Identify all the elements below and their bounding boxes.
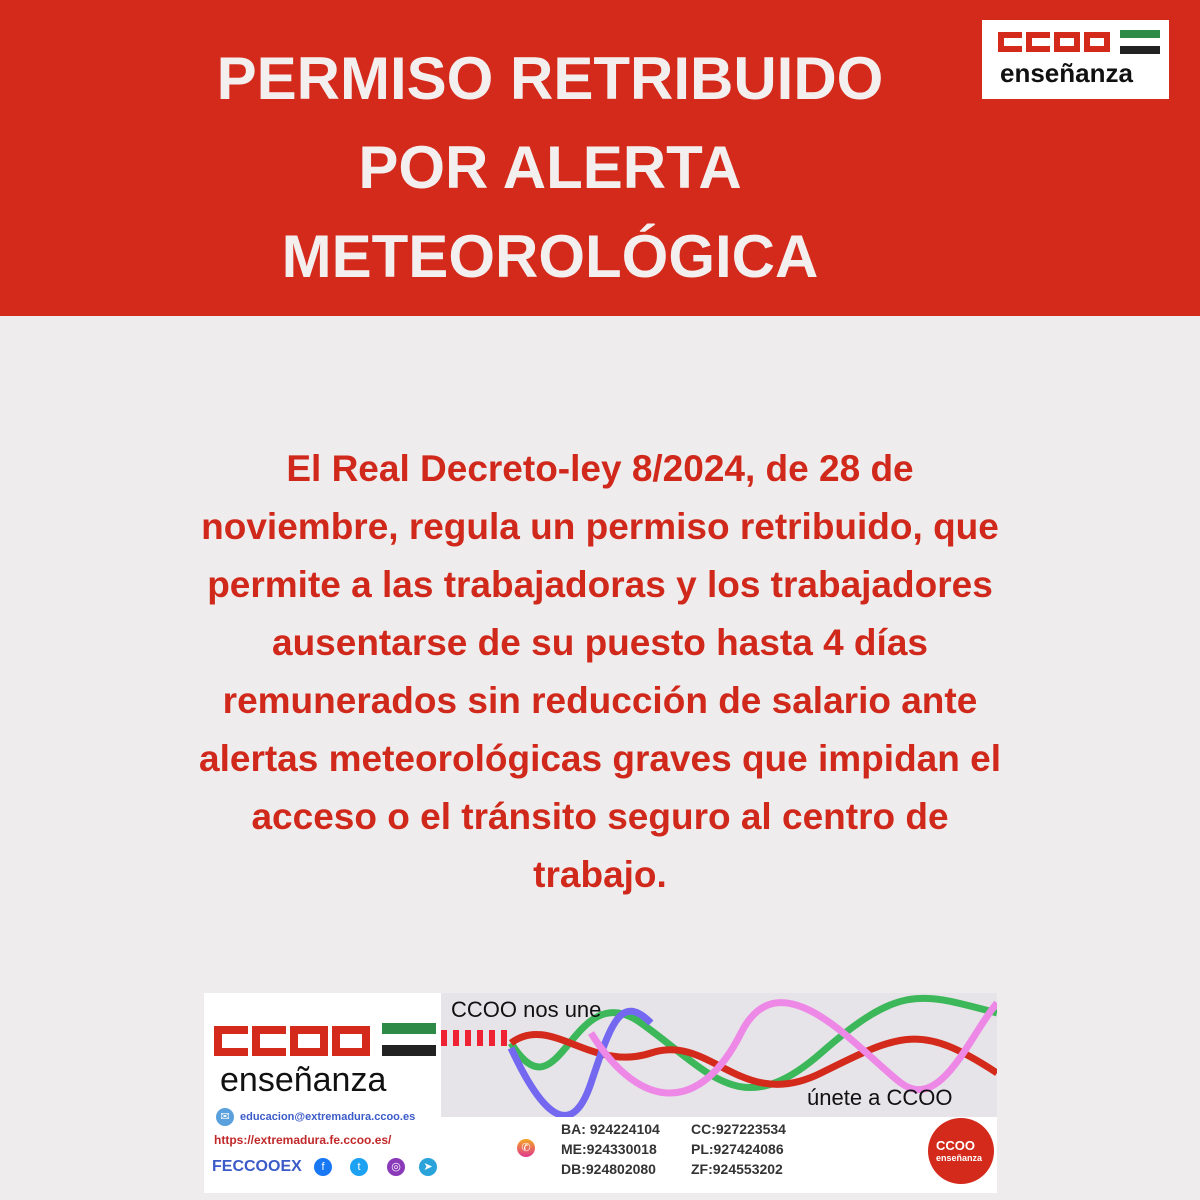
waves-illustration (441, 993, 997, 1117)
paragraph-line: trabajo. (533, 854, 667, 895)
twitter-icon[interactable]: t (350, 1158, 368, 1176)
paragraph-line: El Real Decreto-ley 8/2024, de 28 de (286, 448, 914, 489)
title-line: PERMISO RETRIBUIDO (216, 45, 884, 112)
logo-subtitle: enseñanza (1000, 58, 1133, 88)
website-link[interactable]: https://extremadura.fe.ccoo.es/ (214, 1133, 392, 1147)
telegram-icon[interactable]: ➤ (419, 1158, 437, 1176)
main-paragraph (80, 440, 1120, 904)
paragraph-line: noviembre, regula un permiso retribuido, que (201, 506, 999, 547)
social-handle: FECCOOEX (212, 1158, 302, 1175)
phone-number: PL:927424086 (691, 1141, 784, 1157)
slogan-top: CCOO nos une (451, 997, 602, 1022)
paragraph-line: acceso o el tránsito seguro al centro de (251, 796, 949, 837)
paragraph-line: alertas meteorológicas graves que impidan el (199, 738, 1001, 779)
title-line: METEOROLÓGICA (281, 223, 819, 290)
header-banner (0, 0, 1200, 316)
paragraph-line: remunerados sin reducción de salario ante (222, 680, 978, 721)
phone-list (561, 1121, 811, 1177)
phone-number: ZF:924553202 (691, 1161, 783, 1177)
paragraph-line: ausentarse de su puesto hasta 4 días (272, 622, 928, 663)
email-link[interactable]: educacion@extremadura.ccoo.es (240, 1111, 416, 1123)
facebook-icon[interactable]: f (314, 1158, 332, 1176)
title-line: POR ALERTA (358, 134, 742, 201)
page-title (150, 34, 950, 301)
slogan-bottom: únete a CCOO (807, 1085, 953, 1110)
extremadura-flag-icon (1120, 30, 1160, 54)
instagram-icon[interactable]: ◎ (387, 1158, 405, 1176)
phone-number: BA: 924224104 (561, 1121, 660, 1137)
badge-brand: CCOO (936, 1138, 975, 1153)
badge-subtitle: enseñanza (936, 1153, 983, 1163)
paragraph-line: permite a las trabajadoras y los trabajadores (207, 564, 993, 605)
banner-flag-icon (382, 1023, 436, 1056)
ccoo-badge (928, 1118, 994, 1184)
contact-banner (204, 993, 997, 1193)
ccoo-wordmark (998, 32, 1110, 52)
phone-number: DB:924802080 (561, 1161, 656, 1177)
phone-number: ME:924330018 (561, 1141, 657, 1157)
phone-number: CC:927223534 (691, 1121, 786, 1137)
banner-subtitle: enseñanza (220, 1061, 387, 1099)
email-icon: ✉ (216, 1108, 234, 1126)
banner-ccoo-wordmark (214, 1026, 370, 1056)
ccoo-ensenanza-logo (982, 20, 1169, 99)
phone-icon: ✆ (517, 1139, 535, 1157)
